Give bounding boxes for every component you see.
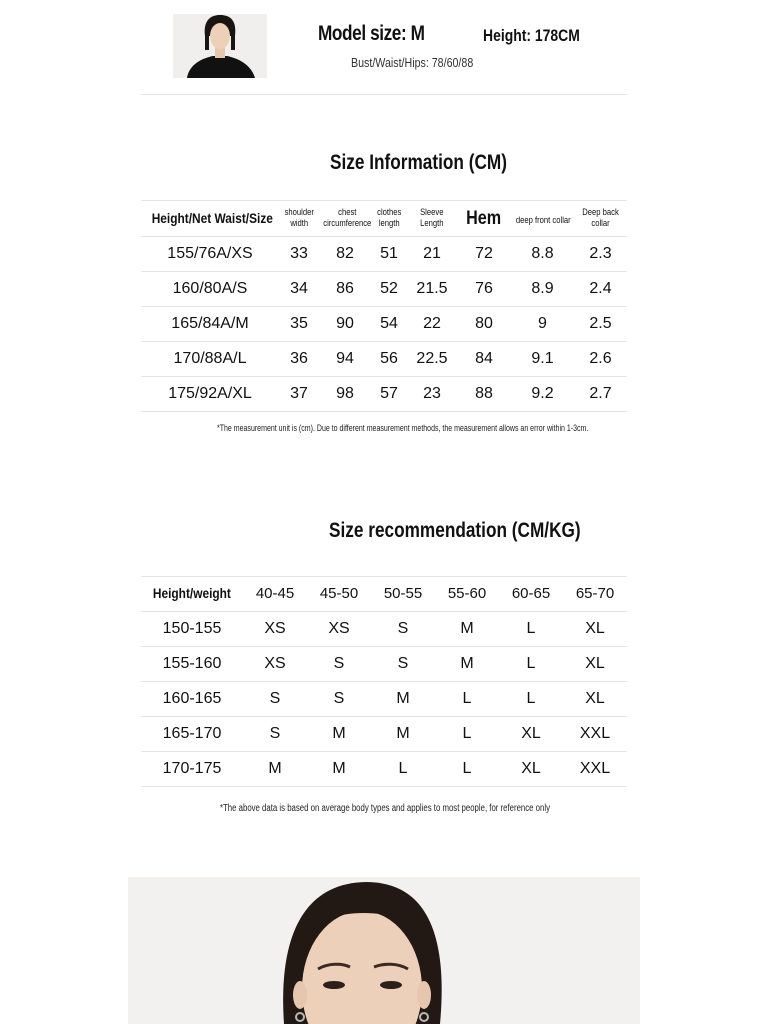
table-cell: 56 (371, 342, 407, 377)
table-cell: 86 (319, 272, 371, 307)
table-cell: L (499, 612, 563, 647)
table-cell: 35 (279, 307, 319, 342)
row-label-cell: 165-170 (141, 717, 243, 752)
size-rec-row (141, 717, 627, 752)
table-cell: 84 (457, 342, 511, 377)
table-cell: 8.9 (511, 272, 574, 307)
size-rec-row (141, 682, 627, 717)
table-cell: 76 (457, 272, 511, 307)
size-info-row (141, 272, 627, 307)
table-cell: 21 (407, 237, 457, 272)
table-cell: L (435, 752, 499, 787)
table-cell: M (307, 752, 371, 787)
table-cell: 2.6 (574, 342, 627, 377)
size-info-table (141, 200, 627, 412)
table-cell: 88 (457, 377, 511, 412)
row-label-cell: 175/92A/XL (141, 377, 279, 412)
size-rec-table (141, 576, 627, 787)
size-rec-title: Size recommendation (CM/KG) (329, 519, 581, 542)
table-cell: 37 (279, 377, 319, 412)
model-info-header (0, 0, 768, 95)
table-cell: 2.3 (574, 237, 627, 272)
model-portrait-image (173, 14, 267, 78)
table-cell: M (371, 717, 435, 752)
table-cell: M (243, 752, 307, 787)
table-cell: XXL (563, 717, 627, 752)
table-cell: S (371, 612, 435, 647)
table-cell: L (435, 682, 499, 717)
table-cell: 2.5 (574, 307, 627, 342)
size-info-row (141, 307, 627, 342)
table-cell: 34 (279, 272, 319, 307)
row-label-cell: 170/88A/L (141, 342, 279, 377)
table-cell: 2.7 (574, 377, 627, 412)
header-weight-range: 40-45 (243, 577, 307, 612)
model-face-image (128, 877, 640, 1024)
size-rec-row (141, 647, 627, 682)
row-label-cell: 160/80A/S (141, 272, 279, 307)
header-weight-range: 65-70 (563, 577, 627, 612)
model-measurements-text: Bust/Waist/Hips: 78/60/88 (351, 55, 474, 70)
table-cell: XS (243, 612, 307, 647)
table-cell: M (435, 612, 499, 647)
table-cell: 90 (319, 307, 371, 342)
header-weight-range: 60-65 (499, 577, 563, 612)
table-cell: 22 (407, 307, 457, 342)
table-cell: L (435, 717, 499, 752)
table-cell: 23 (407, 377, 457, 412)
table-cell: 98 (319, 377, 371, 412)
table-cell: 8.8 (511, 237, 574, 272)
table-cell: 72 (457, 237, 511, 272)
table-cell: XL (499, 717, 563, 752)
header-deep-back-collar: Deep back collar (574, 201, 627, 237)
header-height-waist-size: Height/Net Waist/Size (141, 201, 279, 237)
table-cell: L (499, 647, 563, 682)
model-photo (128, 877, 640, 1024)
size-info-row (141, 237, 627, 272)
table-cell: 9 (511, 307, 574, 342)
size-rec-note: *The above data is based on average body types and applies to most people, for reference only (220, 803, 550, 814)
table-cell: S (307, 647, 371, 682)
header-chest-circumference: chest circumference (319, 201, 371, 237)
table-cell: M (435, 647, 499, 682)
table-cell: XL (563, 682, 627, 717)
header-sleeve-length: Sleeve Length (407, 201, 457, 237)
table-cell: XL (563, 612, 627, 647)
table-cell: S (371, 647, 435, 682)
row-label-cell: 170-175 (141, 752, 243, 787)
table-cell: M (307, 717, 371, 752)
table-cell: S (243, 717, 307, 752)
row-label-cell: 160-165 (141, 682, 243, 717)
size-info-note: *The measurement unit is (cm). Due to different measurement methods, the measurement allows an error within 1-3cm. (217, 423, 589, 433)
header-height-weight: Height/weight (141, 577, 243, 612)
table-cell: 9.1 (511, 342, 574, 377)
size-rec-header-row (141, 577, 627, 612)
table-cell: 51 (371, 237, 407, 272)
table-cell: 52 (371, 272, 407, 307)
model-thumbnail (173, 14, 267, 78)
header-weight-range: 55-60 (435, 577, 499, 612)
table-cell: 22.5 (407, 342, 457, 377)
table-cell: XL (563, 647, 627, 682)
row-label-cell: 155/76A/XS (141, 237, 279, 272)
header-weight-range: 45-50 (307, 577, 371, 612)
table-cell: 94 (319, 342, 371, 377)
size-info-header-row (141, 201, 627, 237)
header-hem: Hem (457, 201, 511, 237)
model-size-text: Model size: M (318, 22, 425, 45)
table-cell: 57 (371, 377, 407, 412)
table-cell: XXL (563, 752, 627, 787)
row-label-cell: 150-155 (141, 612, 243, 647)
header-divider (141, 94, 627, 95)
table-cell: 54 (371, 307, 407, 342)
header-shoulder-width: shoulder width (279, 201, 319, 237)
size-info-title: Size Information (CM) (330, 151, 507, 174)
table-cell: S (307, 682, 371, 717)
table-cell: S (243, 682, 307, 717)
size-rec-row (141, 752, 627, 787)
table-cell: XL (499, 752, 563, 787)
table-cell: 82 (319, 237, 371, 272)
header-clothes-length: clothes length (371, 201, 407, 237)
size-info-row (141, 342, 627, 377)
table-cell: 21.5 (407, 272, 457, 307)
table-cell: 33 (279, 237, 319, 272)
header-deep-front-collar: deep front collar (511, 201, 574, 237)
row-label-cell: 165/84A/M (141, 307, 279, 342)
table-cell: M (371, 682, 435, 717)
table-cell: 80 (457, 307, 511, 342)
header-weight-range: 50-55 (371, 577, 435, 612)
size-rec-row (141, 612, 627, 647)
size-info-row (141, 377, 627, 412)
table-cell: XS (307, 612, 371, 647)
table-cell: L (499, 682, 563, 717)
table-cell: 36 (279, 342, 319, 377)
table-cell: 2.4 (574, 272, 627, 307)
model-height-text: Height: 178CM (483, 26, 580, 45)
table-cell: L (371, 752, 435, 787)
row-label-cell: 155-160 (141, 647, 243, 682)
table-cell: 9.2 (511, 377, 574, 412)
table-cell: XS (243, 647, 307, 682)
